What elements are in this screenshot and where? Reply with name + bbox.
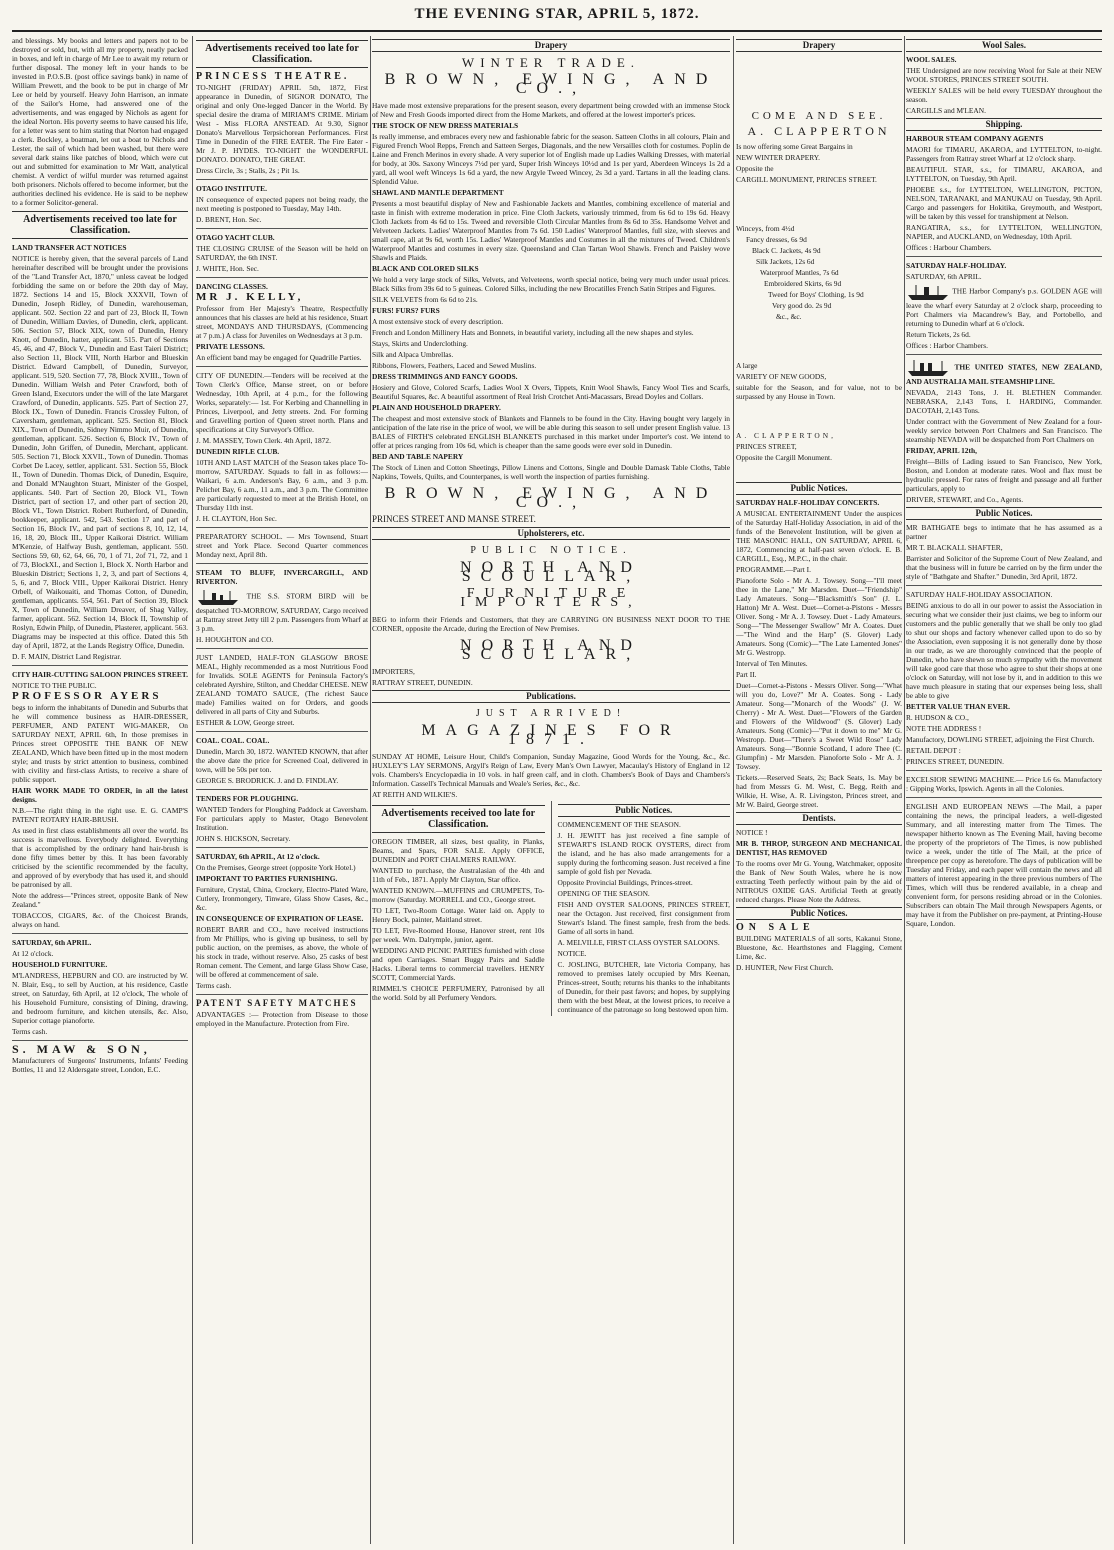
ad-title: MR J. KELLY,: [196, 291, 304, 303]
ad-title: WOOL SALES.: [906, 55, 957, 64]
ad-terms: Terms cash.: [12, 1027, 48, 1036]
section-header: Shipping.: [906, 118, 1102, 131]
ad-title: A. CLAPPERTON,: [736, 431, 836, 440]
ad-body: WANTED Tenders for Ploughing Paddock at Caversham. For particulars apply to Master, Otago Benevolent Institution.: [196, 805, 368, 832]
ad-body: Silk and Alpaca Umbrellas.: [372, 350, 454, 359]
ad-body: Dunedin, March 30, 1872. WANTED KNOWN, that after the above date the price for Screened Coal, delivered in town, will be 50s per ton.: [196, 747, 368, 774]
ad-body: FISH AND OYSTER SALOONS, PRINCES STREET, near the Octagon. Just received, first consignment from Stewart's Island. The finest sample, fresh from the beds. Game of all sorts in hand.: [557, 900, 730, 936]
ad-body: ROBERT BARR and CO., have received instructions from Mr Phillips, who is giving up business, to sell by public auction, on the premises, as above, the whole of his stock in trade, without reserve. Also, 25 casks of best Roman cement. The Cement, and large Glass Show Case, will be offered at commencement of sale.: [196, 925, 368, 979]
ad-title: PATENT SAFETY MATCHES: [196, 998, 358, 1008]
ad-body: C. JOSLING, BUTCHER, late Victoria Company, has removed to premises lately occupied by Mrs Keenan, Princes-street, South; returns his thanks to the inhabitants of Dunedin, for their past favors; and hopes, by supplying them with the best Meat, at the lowest prices, to receive a continuance of the patronage so long bestowed upon him.: [557, 960, 730, 1014]
ad-title: SATURDAY, 6th APRIL.: [12, 938, 92, 947]
column-3: [372, 36, 730, 1544]
ad-title: CITY HAIR-CUTTING SALOON PRINCES STREET.: [12, 670, 188, 679]
ad-body: WEEKLY SALES will be held every TUESDAY throughout the season.: [906, 86, 1102, 104]
ad-title: PROFESSOR AYERS: [12, 690, 162, 702]
ad-subtitle: PROGRAMME.—Part I.: [736, 565, 811, 574]
divider: [196, 731, 368, 732]
ad-title: PRINCESS THEATRE.: [196, 71, 350, 82]
ad-body: NEVADA, 2143 Tons, J. H. BLETHEN Commander. NEBRASKA, 2,143 Tons, I. HARDING, Commander. DACOTAH, 2,143 Tons.: [906, 388, 1102, 415]
ad-body: M'LANDRESS, HEPBURN and CO. are instructed by W. N. Blair, Esq., to sell by Auction, at his residence, Castle street, on Saturday, 6th April, at 12 o'clock, The whole of his Household Furniture, consisting of Dining, drawing, and bedroom furniture, and kitchen utensils, &c. Also, Superior cottage pianoforte.: [12, 971, 188, 1025]
ad-body: NOTE THE ADDRESS !: [906, 724, 982, 733]
ad-body: Presents a most beautiful display of New and Fashionable Jackets and Mantles, combining excellence of material and taste in finish with extreme moderation in price. Fine Cloth Jackets, variously trimmed, from 6s 6d to 19s 6d. Heavy Cloth Jackets from 4s 6d to 15s. Tweed and reversible Cloth Circular Mantles from 8s 6d to 35s. Handsome Velvet and Velveteen Jackets. Ladies' Waterproof Mantles from 7s 6d. 150 Ladies' Waterproof Mantles, full size, with sleeves and small cape, all at 9s 6d, worth 15s. Ladies' Waterproof Mantles and Costumes in all the mixtures of Tweed. Children's Waterproof Mantles and costumes in every size. Queensland and Clan Tartan Wool Shawls. French and Paisley wove Shawls and Plaids.: [372, 199, 730, 262]
ad-body: SILK VELVETS from 6s 6d to 21s.: [372, 295, 478, 304]
column-divider: [733, 36, 734, 1544]
ad-body: suitable for the Season, and for value, not to be surpassed by any House in Town.: [736, 383, 902, 401]
column-divider: [551, 801, 552, 1016]
ad-title: FURNITURE IMPORTERS,: [460, 586, 642, 610]
ad-body: Duet—Cornet-a-Pistons - Messrs Oliver. Song—"What will you do, Love?" Mr A. Coates. Song - Lady Amateur. Song—"Monarch of the Woods" (J. W. Cherry) - Mr A. West. Duet—"Flowers of the Garden and Flowers of the Wildwood" (S. Glover) Lady Amateurs. Song (Comic)—"Put it down to me" Mr G. Westropp. Duet—"There's a Sweet Wild Rose" Lady Amateurs. Song—"Bonnie Scotland, I adore Thee (C. Glumpfin) - Mr Marsden. Pianoforte Solo - Mr A. J. Towsey.: [736, 681, 902, 771]
divider: [196, 563, 368, 564]
ad-signature: Offices : Harbour Chambers.: [906, 243, 992, 252]
divider: [12, 665, 188, 666]
divider: [196, 994, 368, 995]
divider: [196, 527, 368, 528]
divider: [196, 277, 368, 278]
ad-body: MR BATHGATE begs to intimate that he has assumed as a partner: [906, 523, 1102, 541]
ad-body: Ribbons, Flowers, Feathers, Laced and Sewed Muslins.: [372, 361, 537, 370]
ad-body: RETAIL DEPOT :: [906, 746, 961, 755]
ad-title: BROWN, EWING, AND CO.,: [384, 71, 718, 97]
ad-title: COMMENCEMENT OF THE SEASON.: [557, 820, 681, 829]
ad-body: Stays, Skirts and Underclothing.: [372, 339, 468, 348]
ad-body: Barrister and Solicitor of the Supreme Court of New Zealand, and that the business will in future be carried on by the firm under the style of "Bathgate and Shafter." Dunedin, 3rd April, 1872.: [906, 554, 1102, 581]
column-1: [12, 36, 188, 1544]
ad-body: SUNDAY AT HOME, Leisure Hour, Child's Companion, Sunday Magazine, Good Words for the Young, &c., &c. HUXLEY'S LAY SERMONS, Argyll's Reign of Law, Every Man's Own Lawyer, Macaulay's History of England in 12 vols. Chambers's Encyclopædia in 10 vols. in half green calf, and in cloth. Chambers's Book of Days and Chambers's Information. Cassell's Technical Manuals and Weale's Series, &c., &c.: [372, 752, 730, 788]
ad-body: WANTED KNOWN.—MUFFINS and CRUMPETS, To-morrow (Saturday. MORRELL and CO., George street.: [372, 886, 545, 904]
ad-title: LAND TRANSFER ACT NOTICES: [12, 243, 127, 252]
ad-signature: DRIVER, STEWART, and Co., Agents.: [906, 495, 1024, 504]
section-header: Public Notices.: [736, 482, 902, 495]
divider: [196, 648, 368, 649]
masthead: THE EVENING STAR, APRIL 5, 1872.: [414, 6, 700, 22]
ad-body: Note the address—"Princes street, opposite Bank of New Zealand.": [12, 891, 188, 909]
ad-signature: CARGILLS and M'LEAN.: [906, 106, 986, 115]
ad-body: [906, 283, 1102, 328]
ad-body: PREPARATORY SCHOOL. — Mrs Townsend, Stuart street and York Place. Second Quarter commences Monday next, April 8th.: [196, 532, 368, 559]
ad-body: Manufactory, DOWLING STREET, adjoining the First Church.: [906, 735, 1095, 744]
ad-title: NOTICE !: [736, 828, 768, 837]
ad-subtitle: NEW WINTER DRAPERY.: [736, 153, 820, 162]
ad-title: HOUSEHOLD FURNITURE.: [12, 960, 108, 969]
price-item: Tweed for Boys' Clothing, 1s 9d: [768, 290, 864, 299]
ad-body: NOTICE is hereby given, that the several parcels of Land hereinafter described will be brought under the provisions of the "Land Transfer Act, 1870," unless caveat be lodged forbidding the same on or before the 20th day of May, 1872. Sections 14 and 15, Block XXXVII, Town of Dunedin, Joseph Ridley, of Dunedin, warehouseman, applicant. 502. Section 22 and part of 23, Block II, Town of Dunedin, William Davies, of Dunedin, clerk, applicant. 506. Section 57, Block XIX, town of Dunedin, Henry Knott, of Dunedin, hatter, applicant. 515. Part of Sections 45, 46, and 47, Block V., Dunedin and East Taieri District; also Section 11, Block VIII, North Harbor and Blueskin District. Edward Campbell, of Dunedin, Surveyor, applicant. 519, 520. Section 77, 78, Block XVIII., Town of Dunedin. William Welsh and Peter Crawford, both of Green Island, Executors under the will of the late Margaret Crawford, of Dunedin, applicants. 525. Part of Section 27, Block IX., Town of Dunedin. Francis Crossley Fulton, of Caversham, gentleman, applicant. 525. Section 81, Block XIX., Town of Dunedin, Sidney Nimmo Muir, of Dunedin, gentleman, applicant. 526. Section 6, Block IV., Town of Dunedin, John Griffen, of Dunedin, Merchant, applicant. 505. Section 71, Block XXVII., Town of Dunedin. Thomas Corbet De Lacey, settler, applicant. 531. Section 55, Block II., Town of Dunedin. Thomas Dick, of Dunedin, Esquire, and Donald M'Naughton Stuart, Minister of the Gospel, applicants. 540. Part of Section 20, Block VI., Town District, part of section 17, and other part of section 20, Block VI., Town District. Robert Rutherford, of Dunedin, bookkeeper, applicant. 542, 543. Section 17 and part of Section 16, Block IV., and part of sections 8, 10, 12, 14, 16, 18, 20, Block III., Upper Kaikorai District. William M'Kenzie, of Halfway Bush, gentleman, applicant. 550. Sections 59, 60, 62, 64, 66, 70, 1 of 71, 2of 71, 72, and 1 of 73, BlockXI., and Section 1, Block X. North Harbor and Blueskin District; Sections 1, 2, 3, and part of Sections 4, 5, 6, and 7, Block VIII., Upper Kaikorai District. Henry Orbell, of Waikouaiti, and Thomas Cotton, of Dunedin, gentleman, applicants. 554, 561. Part of Section 39, Block X, Town of Dunedin, William Dreaver, of Shag Valley, farmer, applicant. 562. Section 14, Block II, Township of Roslyn, Edwin Philp, of Dunedin, Plasterer, applicant. 563. Diagrams may be inspected at this office. Dated this 5th day of April, 1872, at the Lands Registry Office, Dunedin.: [12, 254, 188, 650]
ad-subtitle: PRINCES STREET AND MANSE STREET.: [372, 514, 536, 524]
section-header: Drapery: [736, 39, 902, 52]
ad-body: RANGATIRA, s.s., for LYTTELTON, WELLINGTON, NAPIER, and AUCKLAND, on Wednesday, 10th April.: [906, 223, 1102, 241]
ad-signature: A. MELVILLE, FIRST CLASS OYSTER SALOONS.: [557, 938, 720, 947]
ad-subtitle: THE STOCK OF NEW DRESS MATERIALS: [372, 121, 519, 130]
ad-body: A MUSICAL ENTERTAINMENT Under the auspices of the Saturday Half-Holiday Association, in aid of the funds of the Benevolent Institution, will be given at THE MASONIC HALL, ON SATURDAY, APRIL 6, 1872, Commencing at half-past seven o'clock. E. B. CARGILL, Esq., M.P.C., in the chair.: [736, 509, 902, 563]
ad-title: JUST ARRIVED!: [475, 708, 627, 719]
ad-title: SATURDAY HALF-HOLIDAY CONCERTS.: [736, 498, 880, 507]
column-4: [736, 36, 902, 1544]
section-header: Public Notices.: [906, 507, 1102, 520]
ad-body: PRINCES STREET,: [736, 442, 797, 451]
ad-title: SATURDAY HALF-HOLIDAY.: [906, 261, 1007, 270]
section-header: Public Notices.: [736, 907, 902, 920]
ad-terms: Terms cash.: [196, 981, 232, 990]
section-header: Dentists.: [736, 812, 902, 825]
ad-title: STEAM TO BLUFF, INVERCARGILL, AND RIVERTON.: [196, 568, 368, 586]
ad-signature: R. HUDSON & CO.,: [906, 713, 969, 722]
ad-body: TO LET, Two-Room Cottage. Water laid on. Apply to Henry Bock, painter, Maitland street.: [372, 906, 545, 924]
ad-body: Opposite the: [736, 164, 774, 173]
ad-body: Pianoforte Solo - Mr A. J. Towsey. Song—"I'll meet thee in the Lane," Mr Marsden. Duet—"Friendship" Lady Amateurs. Song—"Blacksmith's Son" (J. L. Hatton) Mr A. West. Duet—Cornet-a-Pistons - Messrs Oliver. Song - Mr A. J. Towsey. Duet - Lady Amateurs. Song—"The Messenger Swallow" Mr A. Coates. Duet—"The Wind and the Harp" (S. Glover) Lady Amateurs. Song (Comic)—"The Late Lamented Jones" Mr G. Westropp.: [736, 576, 902, 657]
ad-body: The Stock of Linen and Cotton Sheetings, Pillow Linens and Cottons, Single and Double Damask Table Cloths, Table Napkins, Towels, Quilts, and Counterpanes, is well worth the inspection of parties furnishing.: [372, 463, 730, 481]
ad-title: NORTH AND SCOULLAR,: [460, 637, 642, 663]
ad-signature: D. HUNTER, New First Church.: [736, 963, 834, 972]
divider: [196, 179, 368, 180]
ad-body: As used in first class establishments all over the world. Its success is marvellous. Everybody delighted. Everything that is accomplished by the ordinary hand hair-brush is done fifty times better by this. It has been favorably criticised by the scientific recommended by the faculty, and approved of by everybody that has used it, and should be patronised by all.: [12, 826, 188, 889]
ad-body: Furniture, Crystal, China, Crockery, Electro-Plated Ware, Cutlery, Ironmongery, Tinware, Glass Show Cases, &c., &c.: [196, 885, 368, 912]
ad-body: JUST LANDED, HALF-TON GLASGOW BROSE MEAL, Highly recommended as a most Nutritious Food for Invalids. SOLE AGENTS for Peninsula Factory's celebrated Ayrshire, Stilton, and Cheddar CHEESE. NEW ZEALAND TOMATO SAUCE, (The richest Sauce made) Families waited on for Orders, and goods delivered in all parts of City and Suburbs.: [196, 653, 368, 716]
price-item: Fancy dresses, 6s 9d: [746, 235, 807, 244]
ad-subtitle: SATURDAY, 6th APRIL.: [906, 272, 982, 281]
ad-title: BROWN, EWING, AND CO.,: [384, 485, 718, 511]
ad-body-text: THE Harbor Company's p.s. GOLDEN AGE will leave the wharf every Saturday at 2 o'clock sharp, proceeding to Port Chalmers via Macandrew's Bay, and Portobello, and returning to Dunedin wharf at 6 o'clock.: [906, 286, 1102, 328]
ad-body: CITY OF DUNEDIN.—Tenders will be received at the Town Clerk's Office, Manse street, on or before Wednesday, 10th April, at 4 p.m., for the following Works, separately:— 1st. For Kerbing and Channelling in Princes, Liverpool, and Jetty streets. 2nd. For forming and Gravelling portion of Queen street north. Plans and specifications at City Surveyor's Office.: [196, 371, 368, 434]
ad-title: S. MAW & SON,: [12, 1042, 151, 1056]
ad-signature: GEORGE S. BRODRICK. J. and D. FINDLAY.: [196, 776, 339, 785]
ad-body: A large: [736, 361, 758, 370]
ad-body: WEDDING AND PICNIC PARTIES furnished with close and open Carriages. Smart Buggy Pairs and Saddle Hacks. Liberal terms to commercial travellers. HENRY SCOTT, Commercial Yards.: [372, 946, 545, 982]
ad-title: DUNEDIN RIFLE CLUB.: [196, 447, 280, 456]
ad-signature: AT REITH AND WILKIE'S.: [372, 790, 458, 799]
ad-body: WANTED to purchase, the Australasian of the 4th and 11th of Feb., 1871. Apply Mr Clayton, Star office.: [372, 866, 545, 884]
ad-title: [906, 359, 1102, 386]
lower-split: [372, 801, 730, 1016]
ad-body: J. H. JEWITT has just received a fine sample of STEWART'S ISLAND ROCK OYSTERS, direct from the island, and he has also made arrangements for a supply during the forthcoming season. Just received a fine sample of gold fish per Nevada.: [557, 831, 730, 876]
ad-body: An efficient band may be engaged for Quadrille Parties.: [196, 353, 362, 362]
divider: [906, 797, 1102, 798]
divider: [906, 256, 1102, 257]
ad-body: TOBACCOS, CIGARS, &c. of the Choicest Brands, always on hand.: [12, 911, 188, 929]
ad-signature: Offices : Harbor Chambers.: [906, 341, 988, 350]
masthead-rule: [12, 30, 1102, 32]
section-header: Public Notices.: [558, 804, 731, 817]
ad-body: OREGON TIMBER, all sizes, best quality, in Planks, Beams, and Spars, FOR SALE. Apply OFFICE, DUNEDIN and PORT CHALMERS RAILWAY.: [372, 837, 545, 864]
column-2: [196, 36, 368, 1544]
ad-body: Opposite the Cargill Monument.: [736, 453, 832, 462]
ad-title: OTAGO YACHT CLUB.: [196, 233, 275, 242]
ad-body: Under contract with the Government of New Zealand for a four-weekly service between Port Chalmers and San Francisco. The steamship NEVADA will be despatched from Port Chalmers on: [906, 417, 1102, 444]
ad-body: Is now offering some Great Bargains in: [736, 142, 853, 151]
ad-subtitle: RATTRAY STREET, DUNEDIN.: [372, 678, 473, 687]
ad-body: The cheapest and most extensive stock of Blankets and Flannels to be found in the City. Having bought very largely in anticipation of the late rise in the price of wool, we will be able during this season to sell under present English value. 13 BALES of FIRTH'S celebrated ENGLISH BLANKETS purchased in this market under Importer's cost. We intend to offer at prices ranging from 10s 6d, which is cheaper than the same goods were ever sold in Dunedin.: [372, 414, 730, 450]
divider: [196, 366, 368, 367]
divider: [12, 1040, 188, 1041]
ad-body: BUILDING MATERIALS of all sorts, Kakanui Stone, Bluestone, &c. Hearthstones and Flagging, Cement Lime, &c.: [736, 934, 902, 961]
column-divider: [904, 36, 905, 1544]
ad-body: Return Tickets, 2s 6d.: [906, 330, 971, 339]
price-item: Black C. Jackets, 4s 9d: [752, 246, 821, 255]
ad-title: OTAGO INSTITUTE.: [196, 184, 267, 193]
divider: [906, 770, 1102, 771]
column-5: [906, 36, 1102, 1544]
ad-body: PHOEBE s.s., for LYTTELTON, WELLINGTON, PICTON, NELSON, TARANAKI, and MANUKAU on Tuesday, 9th April. Cargo and passengers for Hokitika, Greymouth, and Westport, will be taken by this vessel for transhipment at Nelson.: [906, 185, 1102, 221]
ad-body: Hosiery and Glove, Colored Scarfs, Ladies Wool X Overs, Tippets, Knitt Wool Shawls, Fancy Wool Ties and Scarfs, Beautiful Squares, &c. A beautiful assortment of Real Irish Crotchet Anti-Macassars, Bread Doyles and Collars.: [372, 383, 730, 401]
ad-body: To the rooms over Mr G. Young, Watchmaker, opposite the Bank of New South Wales, where he is now extracting Teeth perfectly without pain by the aid of NITROUS OXIDE GAS. Artificial Teeth at greatly reduced charges. Please Note the Address.: [736, 859, 902, 904]
divider: [906, 585, 1102, 586]
ad-body: IN consequence of expected papers not being ready, the next meeting is postponed to Tuesday, May 14th.: [196, 195, 368, 213]
ad-subtitle: BLACK AND COLORED SILKS: [372, 264, 479, 273]
ad-body: Manufacturers of Surgeons' Instruments, Infants' Feeding Bottles, 11 and 12 Aldersgate street, London, E.C.: [12, 1056, 188, 1074]
ad-signature: J. M. MASSEY, Town Clerk. 4th April, 1872.: [196, 436, 331, 445]
ad-body: BEG to inform their Friends and Customers, that they are CARRYING ON BUSINESS NEXT DOOR TO THE CORNER, opposite the Arcade, during the Erection of New Premises.: [372, 615, 730, 633]
ad-subtitle: VARIETY OF NEW GOODS,: [736, 372, 827, 381]
ad-signature: D. BRENT, Hon. Sec.: [196, 215, 262, 224]
ad-body: 10TH AND LAST MATCH of the Season takes place To-morrow, SATURDAY. Squads to fall in as follows:—Waikari, 6 a.m. Anderson's Bay, 6 a.m., and 3 p.m. Pelichet Bay, 6 a.m., 11 a.m., and 3 p.m. The Committee are particularly requested to meet at the British Hotel, on Thursday 11th inst.: [196, 458, 368, 512]
ad-body: BEAUTIFUL STAR, s.s., for TIMARU, AKAROA, and LYTTELTON, on Tuesday, 9th April.: [906, 165, 1102, 183]
ad-title: DANCING CLASSES.: [196, 282, 268, 291]
ad-subtitle: IMPORTERS,: [372, 667, 415, 676]
ad-title: COAL. COAL. COAL.: [196, 736, 270, 745]
ad-body: We hold a very large stock of Silks, Velvets, and Velveteens, worth special notice, being very much under usual prices. Black Silks from 39s 6d to 5 guineas. Colored Silks, including the new Brocatilles French Satin Stripes and Figures.: [372, 275, 730, 293]
ad-body: EXCELSIOR SEWING MACHINE.— Price L6 6s. Manufactory : Gipping Works, Ipswich. Agents in all the Colonies.: [906, 775, 1102, 793]
price-item: Very good do. 2s 9d: [772, 301, 832, 310]
lower-right: [558, 801, 731, 1016]
ad-body: BEING anxious to do all in our power to assist the Association in securing what we consider their just claims, we beg to inform our customers and the public generally that we shall be only too glad to shut our shops and factory whenever called upon to do so by the Association, even supposing it is not generally done by those in our trade, as we are thoroughly convinced that the people of Dunedin, who have shewn so much sympathy with the movement will take good care that those who agree to shut their shops at one o'clock on Saturday, will not lose by it, and in addition to this we have much pleasure in stating that our expenses being less, shall be able to give: [906, 601, 1102, 700]
ad-body: French and London Millinery Hats and Bonnets, in beautiful variety, including all the new shapes and styles.: [372, 328, 694, 337]
ad-signature: D. F. MAIN, District Land Registrar.: [12, 652, 122, 661]
ad-title: WINTER TRADE.: [461, 55, 641, 70]
ad-title: OPENING OF THE SEASON.: [557, 889, 650, 898]
ad-subtitle: CARGILL MONUMENT, PRINCES STREET.: [736, 175, 877, 184]
divider: [12, 933, 188, 934]
ad-signature: J. H. CLAYTON, Hon Sec.: [196, 514, 277, 523]
ad-body: Opposite Provincial Buildings, Princes-street.: [557, 878, 693, 887]
ad-body: begs to inform the inhabitants of Dunedin and Suburbs that he will commence business as HAIR-DRESSER, PERFUMER, AND PATENT WIG-MAKER, On SATURDAY NEXT, APRIL 6th, In those premises in Princes street OPPOSITE THE BANK OF NEW ZEALAND, Which have been fitted up in the most modern style; and trusts by strict attention to business, combined with civility and first-class Artists, to receive a share of public support.: [12, 703, 188, 784]
ad-body: THE CLOSING CRUISE of the Season will be held on SATURDAY, the 6th INST.: [196, 244, 368, 262]
ad-subtitle: Interval of Ten Minutes.: [736, 659, 808, 668]
ad-subtitle: HAIR WORK MADE TO ORDER, in all the latest designs.: [12, 786, 188, 804]
ad-title: HARBOUR STEAM COMPANY AGENTS: [906, 134, 1044, 143]
ad-title: A. CLAPPERTON: [747, 124, 891, 138]
divider: [196, 228, 368, 229]
ad-signature: J. WHITE, Hon. Sec.: [196, 264, 259, 273]
column-divider: [192, 36, 193, 1544]
price-item: Winceys, from 4½d: [736, 224, 795, 233]
ad-title: SATURDAY, 6th APRIL, At 12 o'clock.: [196, 852, 320, 861]
price-item: Silk Jackets, 12s 6d: [756, 257, 815, 266]
section-header: Drapery: [372, 39, 730, 52]
steamship-icon: [906, 359, 950, 377]
ad-subtitle: N.B.—The right thing in the right use. E. G. CAMP'S PATENT ROTARY HAIR-BRUSH.: [12, 806, 188, 824]
ad-signature: H. HOUGHTON and CO.: [196, 635, 274, 644]
ad-title: PUBLIC NOTICE.: [470, 545, 632, 556]
price-item: Waterproof Mantles, 7s 6d: [760, 268, 839, 277]
section-header: Publications.: [372, 690, 730, 703]
ad-subtitle: PRINCES STREET, DUNEDIN.: [906, 757, 1004, 766]
ad-body: RIMMEL'S CHOICE PERFUMERY, Patronised by all the world. Sold by all Perfumery Vendors.: [372, 984, 545, 1002]
divider: [196, 789, 368, 790]
divider: [196, 847, 368, 848]
ad-subtitle: At 12 o'clock.: [12, 949, 54, 958]
ad-title: IMPORTANT TO PARTIES FURNISHING.: [196, 874, 338, 883]
ad-body: On the Premises, George street (opposite York Hotel.): [196, 863, 356, 872]
ad-body: A most extensive stock of every description.: [372, 317, 504, 326]
ad-subtitle: BETTER VALUE THAN EVER.: [906, 702, 1010, 711]
ad-body: TO-NIGHT (FRIDAY) APRIL 5th, 1872, First appearance in Dunedin, of SIGNOR DONATO, The original and only One-legged Dancer in the World. By special desire the drama of MIRIAM'S CRIME. Miriam West - Miss FLORA ANSTEAD. At 9.30, Signor Donato's Marvellous Terpsichorean Performances. First Time in Dunedin of the FIRE EATER. The Fire Eater - Mr J. P. HYDES. TO-NIGHT the WONDERFUL DONATO. DONATO, THE GREAT.: [196, 83, 368, 164]
ad-body: ENGLISH AND EUROPEAN NEWS —The Mail, a paper containing the news, the principal leaders, a well-digested Summary, and all interesting matter from The Times. The newspaper hitherto known as The Evening Mail, having become the property of the proprietors of The Times, is now published twice a week, under the title of The Mail, at the price of threepence per copy as heretofore. The days of publication will be Tuesday and Friday, and each paper will contain the news and all matters of interest appearing in the three previous numbers of The Times, which will thus be rendered available, in a cheap and convenient form, for persons residing abroad or in the Colonies. Subscribers can obtain The Mail through Newspapers Agents, or may have it from the Publisher on pre-payment, at Printing-House Square, London.: [906, 802, 1102, 928]
ad-subtitle: SHAWL AND MANTLE DEPARTMENT: [372, 188, 504, 197]
ad-subtitle: Part II.: [736, 670, 757, 679]
divider: [906, 354, 1102, 355]
ad-title: MAGAZINES FOR 1871.: [421, 722, 681, 748]
ad-title: TENDERS FOR PLOUGHING.: [196, 794, 299, 803]
ad-subtitle: PRIVATE LESSONS.: [196, 342, 265, 351]
ad-body: Dress Circle, 3s ; Stalls, 2s ; Pit 1s.: [196, 166, 300, 175]
price-item: &c., &c.: [776, 312, 802, 321]
ad-title: NOTICE.: [557, 949, 587, 958]
ad-body: THE Undersigned are now receiving Wool for Sale at their NEW WOOL STORES, PRINCES STREET SOUTH.: [906, 66, 1102, 84]
ad-body: Is really immense, and embraces every new and fashionable fabric for the season. Satteen Cloths in all colours, Plain and Figured French Wool Repps, French and Satteen Serges, Diagonals, and the new Versailles cloth for costumes. Poplin de Laine and French Merinos in every shade. A very superior lot of English made up Ladies Walking Dresses, with material for body, at 30s. Saxony Winceys 7½d per yard, Super Irish Winceys 10½d and 1s per yard, Aberdeen Winceys 1s 2d a yard, all wool weft Winceys 1s 6d a yard, the new Argyle Tweed Wincey, 2s 3d a yard. Tartans in all the leading clans. Splendid Value.: [372, 132, 730, 186]
price-item: Embroidered Skirts, 6s 9d: [764, 279, 842, 288]
lower-left: [372, 801, 545, 1016]
ad-title: COME AND SEE.: [751, 110, 887, 122]
column-divider: [370, 36, 371, 1544]
ad-body: Tickets.—Reserved Seats, 2s; Back Seats, 1s. May be had from Messrs G. M. West, C. Begg, Reith and Wilkie, H. Wise, A. R. Livingston, Princes street, and Mr W. Baird, George street.: [736, 773, 902, 809]
ad-body: Freight—Bills of Lading issued to San Francisco, New York, Boston, and London at moderate rates. Wool and flax must be hydraulic pressed. For rates of freight and passage and all further particulars, apply to: [906, 457, 1102, 493]
ad-subtitle: NOTICE TO THE PUBLIC.: [12, 681, 97, 690]
steamship-icon: [196, 588, 240, 606]
ad-title: SATURDAY HALF-HOLIDAY ASSOCIATION.: [906, 590, 1053, 599]
section-header: Wool Sales.: [906, 39, 1102, 52]
ad-subtitle: BED AND TABLE NAPERY: [372, 452, 464, 461]
ad-title: MR B. THROP, SURGEON AND MECHANICAL DENTIST, HAS REMOVED: [736, 839, 902, 857]
steamship-icon: [906, 283, 950, 301]
ad-subtitle: DRESS TRIMMINGS AND FANCY GOODS.: [372, 372, 518, 381]
price-list: [736, 224, 902, 321]
ad-title: ON SALE: [736, 922, 815, 933]
section-header: Advertisements received too late for Classification.: [372, 805, 545, 833]
ad-body: TO LET, Five-Roomed House, Hanover street, rent 10s per week. Wm. Dalrymple, junior, agent.: [372, 926, 545, 944]
ad-title: IN CONSEQUENCE OF EXPIRATION OF LEASE.: [196, 914, 364, 923]
ad-signature: JOHN S. HICKSON, Secretary.: [196, 834, 291, 843]
ad-body: Have made most extensive preparations for the present season, every department being crowded with an immense Stock of New and Fresh Goods imported direct from the Home Markets, and offered at the lowest importer's prices.: [372, 101, 730, 119]
ad-title-text: THE UNITED STATES, NEW ZEALAND, AND AUSTRALIA MAIL STEAMSHIP LINE.: [906, 362, 1102, 386]
ad-body-text: THE S.S. STORM BIRD will be despatched TO-MORROW, SATURDAY, Cargo received at Rattray street Jetty till 2 p.m. Passengers from Wharf at 3 p.m.: [196, 591, 368, 633]
ad-body: [196, 588, 368, 633]
section-header: Advertisements received too late for Classification.: [196, 40, 368, 68]
ad-body: ADVANTAGES :— Protection from Disease to those employed in the Manufacture. Protection from Fire.: [196, 1010, 368, 1028]
ad-subtitle: MR T. BLACKALL SHAFTER,: [906, 543, 1003, 552]
ad-subtitle: FRIDAY, APRIL 12th,: [906, 446, 977, 455]
ad-body: Professor from Her Majesty's Theatre, Respectfully announces that his classes are held at his residence, Stuart street, MONDAYS AND THURSDAYS, (Commencing at 7 p.m.) A class for Juveniles on Wednesdays at 3 p.m.: [196, 304, 368, 340]
section-header: Advertisements received too late for Classification.: [12, 211, 188, 239]
ad-subtitle: FURS! FURS? FURS: [372, 306, 440, 315]
ad-subtitle: PLAIN AND HOUSEHOLD DRAPERY.: [372, 403, 501, 412]
article-continuation: and blessings. My books and letters and papers not to be destroyed or sold, but, with all my property, neatly packed in boxes, and left in charge of Mr Lee to await my return or further disposal. The money left in your hands to be invested in P.O.S.B. (post office savings bank) in name of William Prewett, and the book to be put in charge of Mr Lee or held by yourself. Heavy John Harrison, an inmate of the Sailor's Home, had answered one of the advertisements, and was engaged by Nichols as agent for the ideal Norton. His poverty seems to have caused his life, for a letter was sent to him stating that Norton had engaged a clerk. Bockley, a boatman, let out a boat to Nichols and Lester, the sail of which had been washed, but there were several dark stains like patches of blood, which were cut out and submitted for examination to Mr Watt, analytical chemist. A verdict of wilful murder was returned against both prisoners. Nichols offered to become informer, but the authorities declined his evidence. He is said to be nephew to a former Solicitor-general.: [12, 36, 188, 207]
ad-signature: ESTHER & LOW, George street.: [196, 718, 295, 727]
ad-title: NORTH AND SCOULLAR,: [460, 559, 642, 585]
section-header: Upholsterers, etc.: [372, 527, 730, 540]
ad-body: MAORI for TIMARU, AKAROA, and LYTTELTON, to-night. Passengers from Rattray street Wharf at 12 o'clock sharp.: [906, 145, 1102, 163]
